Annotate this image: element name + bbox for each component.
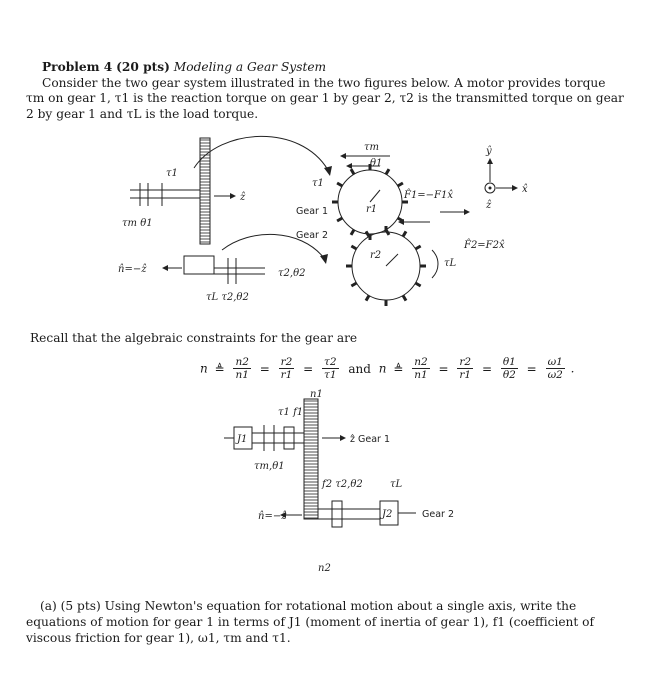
figure-gear-shafts (220, 389, 480, 575)
z-hat-axis-label: ẑ (486, 200, 492, 211)
f2-tau2-theta2-label: f2 τ2,θ2 (322, 479, 363, 490)
theta1-top-label: θ1 (370, 158, 383, 169)
gear2-front-view (346, 226, 426, 306)
tauL-label-2: τL (390, 479, 403, 490)
problem-points: (20 pts) (116, 60, 170, 74)
eq-frac-r: $\frac{r2}{r1}$ (280, 356, 293, 381)
tau1-label: τ1 (166, 168, 178, 179)
x-hat-label: x̂ (522, 184, 528, 195)
eq-and: and (348, 361, 371, 376)
tau2-theta2-label: τ2,θ2 (278, 268, 306, 279)
tauL-tau2-theta2-label: τL τ2,θ2 (206, 292, 249, 303)
z-hat-label: ẑ (240, 192, 246, 203)
tau-m-theta1-label: τm θ1 (122, 218, 153, 229)
gear2-side-view (184, 256, 265, 284)
part-a (26, 598, 626, 646)
gear2-label-2: Gear 2 (422, 509, 454, 520)
n2-label: n2 (318, 563, 331, 574)
r2-label: r2 (370, 250, 382, 261)
gear-constraint-equation: n ≜ $\frac{n2}{n1}$ = $\frac{r2}{r1}$ = $\frac{\tau 2}{\tau 1}$ and n ≜ $\frac{n2}{n1}$ = $\frac{r2}{r1}$ = $\frac{\theta 1}{\theta 2}$ = $\frac{\omega 1}{\omega 2}$ . (200, 356, 575, 381)
z-gear1-label: ẑ Gear 1 (350, 434, 391, 445)
part-a-text: Using Newton's equation for rotational motion about a single axis, write the equations of motion for gear 1 in terms of J1 (moment of inertia of gear 1), f1 (coefficient of viscous friction for gear 1), ω1, τm and τ1. (26, 599, 595, 645)
coordinate-axes (485, 146, 528, 211)
gear1-front-view (332, 164, 408, 240)
n-hat-label-2: n̂=−ẑ (258, 511, 287, 522)
gear2-label: Gear 2 (296, 230, 328, 241)
n1-label: n1 (310, 389, 323, 400)
J2-label: J2 (382, 509, 393, 520)
J1-label: J1 (237, 434, 248, 445)
eq-n: n (200, 361, 208, 376)
F2-label: F̂2=F2x̂ (464, 240, 505, 251)
part-a-label: (a) (40, 599, 57, 613)
gear1-label: Gear 1 (296, 206, 328, 217)
tau-m-top-label: τm (364, 142, 380, 153)
problem-title: Modeling a Gear System (173, 60, 327, 74)
part-a-points: (5 pts) (60, 599, 101, 613)
r1-label: r1 (366, 204, 378, 215)
eq-n2: n (378, 361, 387, 376)
tauL-label: τL (444, 258, 457, 269)
problem-number: Problem 4 (42, 60, 113, 74)
tau1-gear-label: τ1 (312, 178, 324, 189)
y-hat-label: ŷ (486, 146, 492, 157)
tau-m-theta1-label-2: τm,θ1 (254, 461, 285, 472)
problem-description: Consider the two gear system illustrated in the two figures below. A motor provides torque τm on gear 1, τ1 is the reaction torque on gear 1 by gear 2, τ2 is the transmitted torque on gear 2 by gear 1 and τL is the load torque. (26, 75, 624, 121)
eq-frac-n: $\frac{n2}{n1}$ (235, 356, 249, 381)
problem-statement (26, 60, 626, 122)
eq-defeq: ≜ (214, 361, 225, 376)
eq-frac-tau: $\frac{\tau 2}{\tau 1}$ (324, 356, 337, 381)
tau1-f1-label: τ1 f1 (278, 407, 304, 418)
figure-gear-system (100, 128, 560, 320)
n-hat-label: n̂=−ẑ (118, 264, 147, 275)
F1-label: F̂1=−F1x̂ (404, 190, 453, 201)
recall-text: Recall that the algebraic constraints for the gear are (30, 331, 358, 345)
